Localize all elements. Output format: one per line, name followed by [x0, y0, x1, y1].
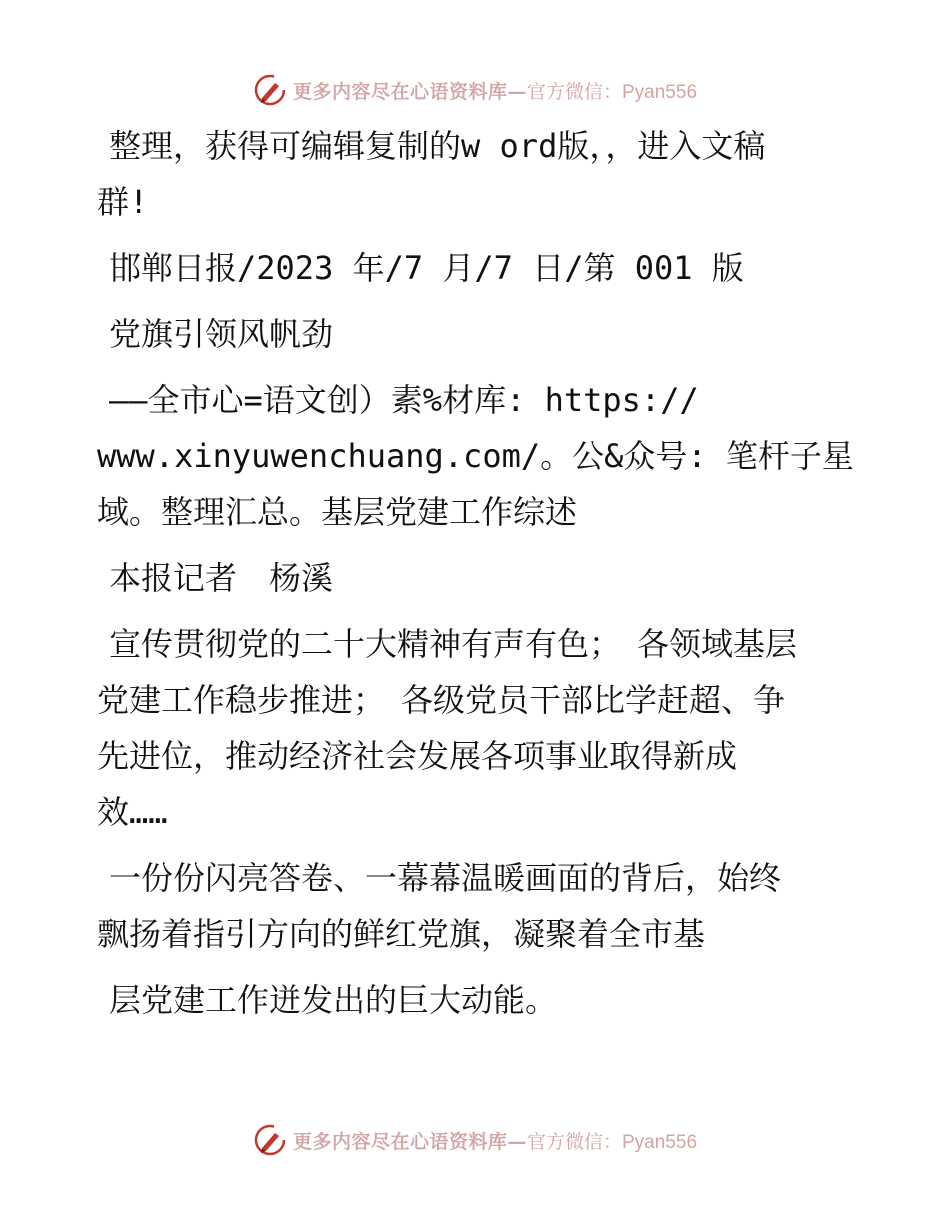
text-line: 效……: [97, 793, 168, 831]
document-body: [97, 118, 857, 1028]
text-line: 层党建工作迸发出的巨大动能。: [109, 981, 558, 1019]
text-line: 本报记者 杨溪: [109, 559, 334, 597]
watermark-contact: 官方微信：Pyan556: [527, 1131, 698, 1153]
watermark-text: 更多内容尽在心语资料库—: [292, 80, 527, 103]
text-line: 宣传贯彻党的二十大精神有声有色； 各领域基层: [109, 625, 798, 663]
header-watermark: [0, 70, 950, 110]
watermark-text: 更多内容尽在心语资料库—: [292, 1130, 527, 1153]
text-line: 群!: [97, 183, 149, 221]
text-line: 飘扬着指引方向的鲜红党旗，凝聚着全市基: [97, 915, 706, 953]
footer-watermark: [0, 1120, 950, 1160]
text-line: 邯郸日报/2023 年/7 月/7 日/第 001 版: [109, 249, 744, 287]
text-line: 域。整理汇总。基层党建工作综述: [97, 493, 578, 531]
text-line: 先进位，推动经济社会发展各项事业取得新成: [97, 737, 738, 775]
text-line: 整理，获得可编辑复制的w ord版，，进入文稿: [109, 127, 766, 165]
text-line: 党建工作稳步推进； 各级党员干部比学赶超、争: [97, 681, 786, 719]
text-line: 党旗引领风帆劲: [109, 315, 334, 353]
pen-logo-icon: [253, 73, 287, 107]
watermark-contact: 官方微信：Pyan556: [527, 81, 698, 103]
text-line: 一份份闪亮答卷、一幕幕温暖画面的背后，始终: [109, 859, 782, 897]
pen-logo-icon: [253, 1123, 287, 1157]
text-line: www.xinyuwenchuang.com/。公&众号: 笔杆子星: [97, 437, 854, 475]
text-line: ——全市心=语文创）素%材库: https://: [109, 381, 699, 419]
